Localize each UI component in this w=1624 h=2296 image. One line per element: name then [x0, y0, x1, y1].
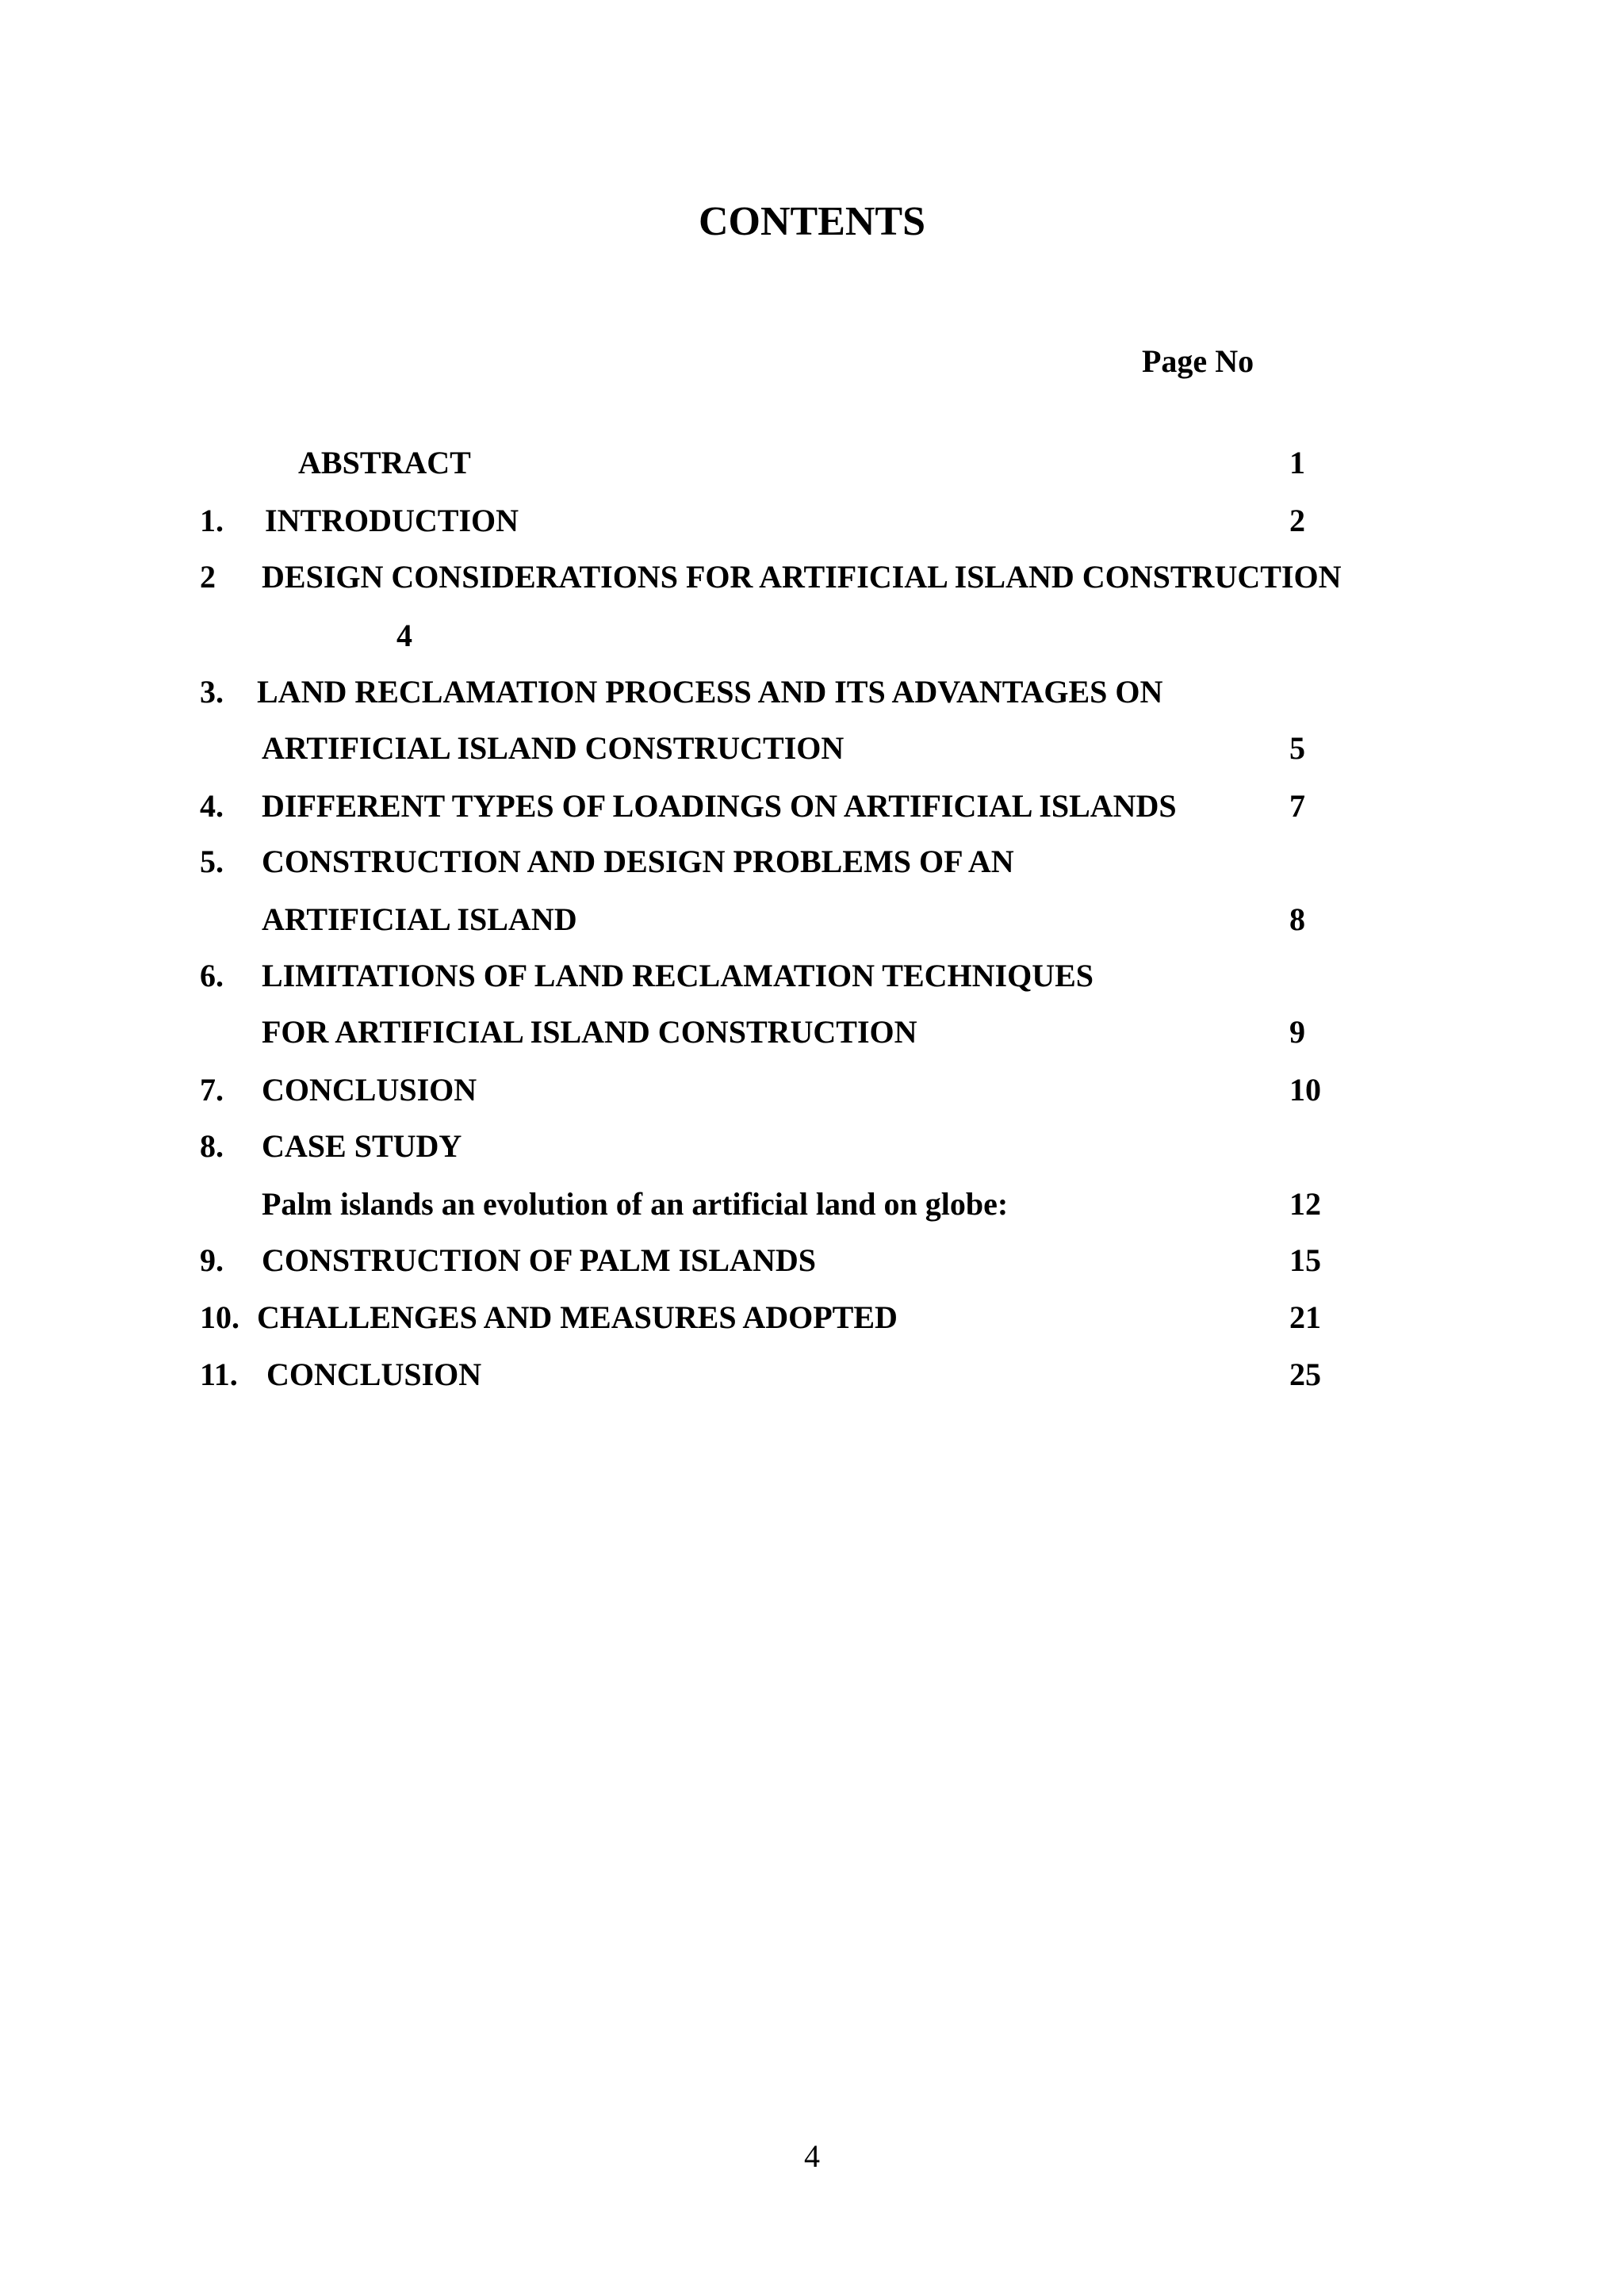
- toc-entry-page: 12: [1289, 1186, 1321, 1222]
- toc-entry-page: 9: [1289, 1014, 1305, 1050]
- toc-entry-continuation: [0, 1012, 1624, 1053]
- toc-entry: [0, 442, 1624, 484]
- toc-entry-text: LIMITATIONS OF LAND RECLAMATION TECHNIQUES: [262, 958, 1094, 993]
- toc-entry-number: 5.: [200, 844, 224, 879]
- toc-entry: [0, 841, 1624, 882]
- toc-entry-text: CHALLENGES AND MEASURES ADOPTED: [257, 1299, 898, 1335]
- toc-entry-continuation: [0, 615, 1624, 656]
- toc-entry-page: 2: [1289, 503, 1305, 538]
- toc-entry-number: 10.: [200, 1299, 239, 1335]
- toc-entry-text-continued: ARTIFICIAL ISLAND CONSTRUCTION: [262, 730, 845, 766]
- toc-entry-continuation: [0, 1184, 1624, 1225]
- toc-entry-continuation: [0, 899, 1624, 940]
- toc-entry-text: INTRODUCTION: [265, 503, 519, 538]
- toc-entry: [0, 955, 1624, 997]
- page-title: CONTENTS: [698, 199, 926, 244]
- toc-entry: [0, 1126, 1624, 1167]
- toc-entry-number: 9.: [200, 1242, 224, 1278]
- toc-entry-text: CONCLUSION: [262, 1072, 477, 1108]
- toc-entry: [0, 1240, 1624, 1281]
- toc-entry-number: 4.: [200, 788, 224, 824]
- toc-entry-page: 5: [1289, 730, 1305, 766]
- toc-entry-page: 4: [396, 618, 412, 653]
- toc-entry-number: 2: [200, 559, 216, 595]
- toc-entry: [0, 1070, 1624, 1111]
- page-no-heading: Page No: [1142, 343, 1254, 379]
- toc-entry-text-continued: Palm islands an evolution of an artificial land on globe:: [262, 1186, 1009, 1222]
- toc-entry-text-continued: ARTIFICIAL ISLAND: [262, 901, 577, 937]
- toc-entry-text: CONSTRUCTION AND DESIGN PROBLEMS OF AN: [262, 844, 1014, 879]
- toc-entry-page: 10: [1289, 1072, 1321, 1108]
- toc-entry-number: 3.: [200, 674, 224, 710]
- toc-entry-page: 15: [1289, 1242, 1321, 1278]
- toc-entry-page: 25: [1289, 1357, 1321, 1392]
- toc-entry: [0, 1297, 1624, 1338]
- page-number-footer: 4: [804, 2138, 820, 2174]
- toc-entry-text: CONSTRUCTION OF PALM ISLANDS: [262, 1242, 816, 1278]
- toc-entry-text: CASE STUDY: [262, 1128, 462, 1164]
- toc-entry-number: 11.: [200, 1357, 238, 1392]
- toc-entry: [0, 1354, 1624, 1395]
- toc-entry-text: CONCLUSION: [266, 1357, 482, 1392]
- toc-entry-continuation: [0, 728, 1624, 769]
- toc-entry-text: DESIGN CONSIDERATIONS FOR ARTIFICIAL ISLAND CONSTRUCTION: [262, 559, 1342, 595]
- toc-entry-text: DIFFERENT TYPES OF LOADINGS ON ARTIFICIAL ISLANDS: [262, 788, 1177, 824]
- toc-entry: [0, 672, 1624, 713]
- toc-entry: [0, 500, 1624, 541]
- toc-entry: [0, 557, 1624, 598]
- toc-entry-text-continued: FOR ARTIFICIAL ISLAND CONSTRUCTION: [262, 1014, 917, 1050]
- toc-entry: [0, 786, 1624, 827]
- toc-entry-number: 7.: [200, 1072, 224, 1108]
- toc-entry-text: ABSTRACT: [298, 445, 471, 480]
- toc-entry-page: 7: [1289, 788, 1305, 824]
- toc-entry-text: LAND RECLAMATION PROCESS AND ITS ADVANTAGES ON: [257, 674, 1163, 710]
- toc-entry-page: 1: [1289, 445, 1305, 480]
- toc-entry-number: 8.: [200, 1128, 224, 1164]
- toc-entry-number: 1.: [200, 503, 224, 538]
- toc-entry-page: 21: [1289, 1299, 1321, 1335]
- toc-entry-number: 6.: [200, 958, 224, 993]
- toc-entry-page: 8: [1289, 901, 1305, 937]
